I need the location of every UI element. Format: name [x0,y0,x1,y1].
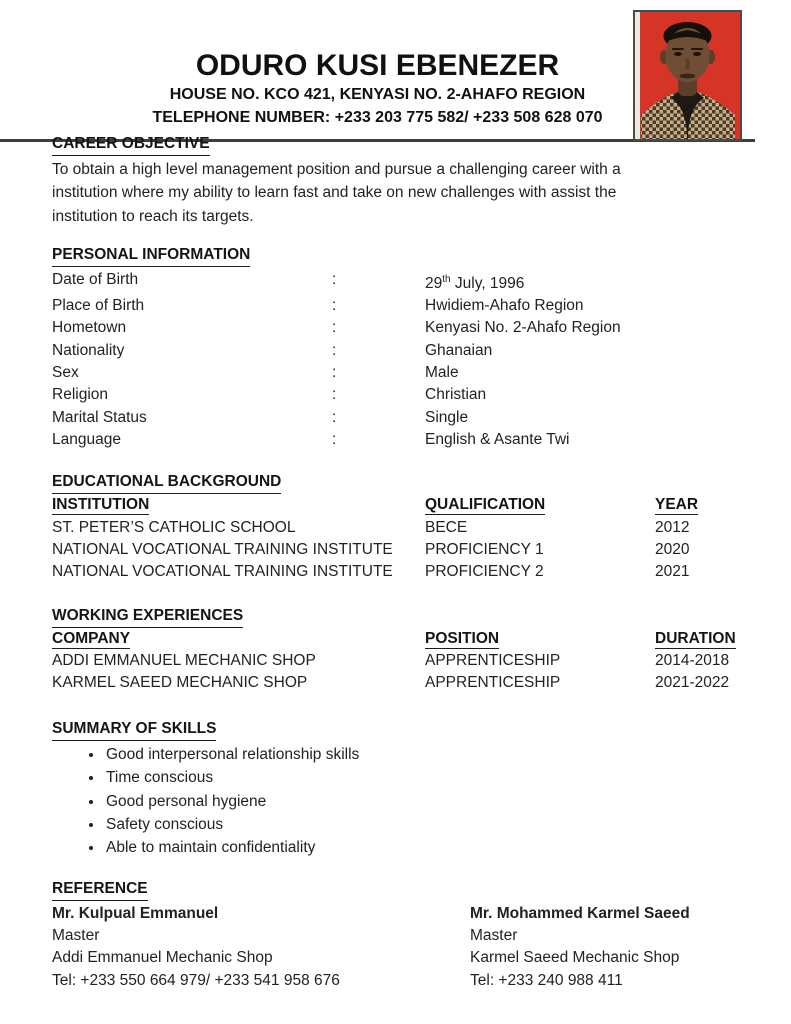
pi-separator: : [332,408,337,426]
work-table-header [52,628,755,651]
career-objective-line: To obtain a high level management position and pursue a challenging career with a [52,161,621,178]
pi-value: Kenyasi No. 2-Ahafo Region [425,319,621,337]
career-objective-line: institution to reach its targets. [52,207,254,225]
pi-separator: : [332,319,337,337]
section-heading-working-experiences: WORKING EXPERIENCES [52,606,243,628]
pi-label: Place of Birth [52,297,145,315]
pi-value: Single [425,408,469,426]
career-objective-paragraph [52,158,755,228]
pi-separator: : [332,341,337,359]
table-row [52,650,755,672]
reference-title: Master [470,927,518,945]
pi-label: Nationality [52,341,125,359]
career-objective-line: institution where my ability to learn fast and take on new challenges with assist the [52,184,617,202]
edu-qualification: PROFICIENCY 2 [425,563,544,581]
table-row [52,672,755,694]
skills-list [104,743,755,860]
pi-value: Ghanaian [425,341,493,359]
pi-separator: : [332,270,337,288]
address-line: HOUSE NO. KCO 421, KENYASI NO. 2-AHAFO REGION [169,86,586,103]
reference-entry [470,903,755,992]
pi-value: Christian [425,386,487,404]
table-row [52,407,755,429]
edu-institution: NATIONAL VOCATIONAL TRAINING INSTITUTE [52,563,393,581]
table-row [52,340,755,362]
column-header-position: POSITION [425,629,500,647]
work-duration: 2014-2018 [655,652,730,670]
work-position: APPRENTICESHIP [425,674,561,692]
pi-separator: : [332,364,337,382]
reference-name: Mr. Mohammed Karmel Saeed [470,904,690,922]
pi-separator: : [332,297,337,315]
table-row [52,539,755,561]
edu-year: 2020 [655,541,690,559]
table-row [52,295,755,317]
pi-label: Date of Birth [52,270,139,288]
column-header-qualification: QUALIFICATION [425,496,546,514]
section-heading-summary-of-skills: SUMMARY OF SKILLS [52,719,216,741]
list-item: • Good interpersonal relationship skills [104,743,755,766]
education-table-header [52,494,755,517]
list-item: • Time conscious [104,766,755,789]
edu-year: 2021 [655,563,690,581]
personal-information-table [52,269,755,451]
profile-photo-drawing [635,12,740,139]
edu-year: 2012 [655,518,690,536]
table-row [52,362,755,384]
reference-company: Karmel Saeed Mechanic Shop [470,949,680,967]
pi-value: Hwidiem-Ahafo Region [425,297,584,315]
pi-label: Religion [52,386,109,404]
table-row [52,561,755,583]
table-row [52,384,755,406]
reference-company: Addi Emmanuel Mechanic Shop [52,949,273,967]
section-heading-reference: REFERENCE [52,879,148,901]
work-duration: 2021-2022 [655,674,730,692]
edu-institution: ST. PETER’S CATHOLIC SCHOOL [52,518,296,536]
section-heading-personal-information: PERSONAL INFORMATION [52,245,250,267]
reference-telephone: Tel: +233 240 988 411 [470,971,623,989]
candidate-name: ODURO KUSI EBENEZER [195,49,560,82]
ordinal-suffix: th [442,273,451,285]
reference-name: Mr. Kulpual Emmanuel [52,904,219,922]
reference-columns [52,903,755,992]
column-header-year: YEAR [655,496,699,514]
work-position: APPRENTICESHIP [425,652,561,670]
column-header-company: COMPANY [52,629,131,647]
table-row [52,517,755,539]
pi-label: Hometown [52,319,127,337]
section-heading-career-objective: CAREER OBJECTIVE [52,134,210,156]
pi-label: Marital Status [52,408,147,426]
list-item: • Safety conscious [104,813,755,836]
table-row [52,429,755,451]
pi-value: 29th July, 1996 [425,273,525,292]
edu-institution: NATIONAL VOCATIONAL TRAINING INSTITUTE [52,541,393,559]
edu-qualification: PROFICIENCY 1 [425,541,544,559]
list-item: • Able to maintain confidentiality [104,836,755,859]
pi-separator: : [332,386,337,404]
reference-telephone: Tel: +233 550 664 979/ +233 541 958 676 [52,971,340,989]
pi-value: English & Asante Twi [425,430,570,448]
telephone-line: TELEPHONE NUMBER: +233 203 775 582/ +233 508 628 070 [152,108,603,126]
reference-title: Master [52,927,100,945]
column-header-duration: DURATION [655,629,736,647]
work-company: ADDI EMMANUEL MECHANIC SHOP [52,652,316,670]
resume-body [0,134,791,992]
pi-label: Language [52,430,121,448]
pi-label: Sex [52,364,79,382]
reference-entry [52,903,470,992]
section-heading-educational-background: EDUCATIONAL BACKGROUND [52,472,281,494]
list-item: • Good personal hygiene [104,790,755,813]
pi-value: Male [425,364,459,382]
pi-separator: : [332,430,337,448]
table-row [52,269,755,295]
column-header-institution: INSTITUTION [52,496,150,514]
table-row [52,317,755,339]
profile-photo [633,10,742,141]
edu-qualification: BECE [425,518,468,536]
work-company: KARMEL SAEED MECHANIC SHOP [52,674,308,692]
